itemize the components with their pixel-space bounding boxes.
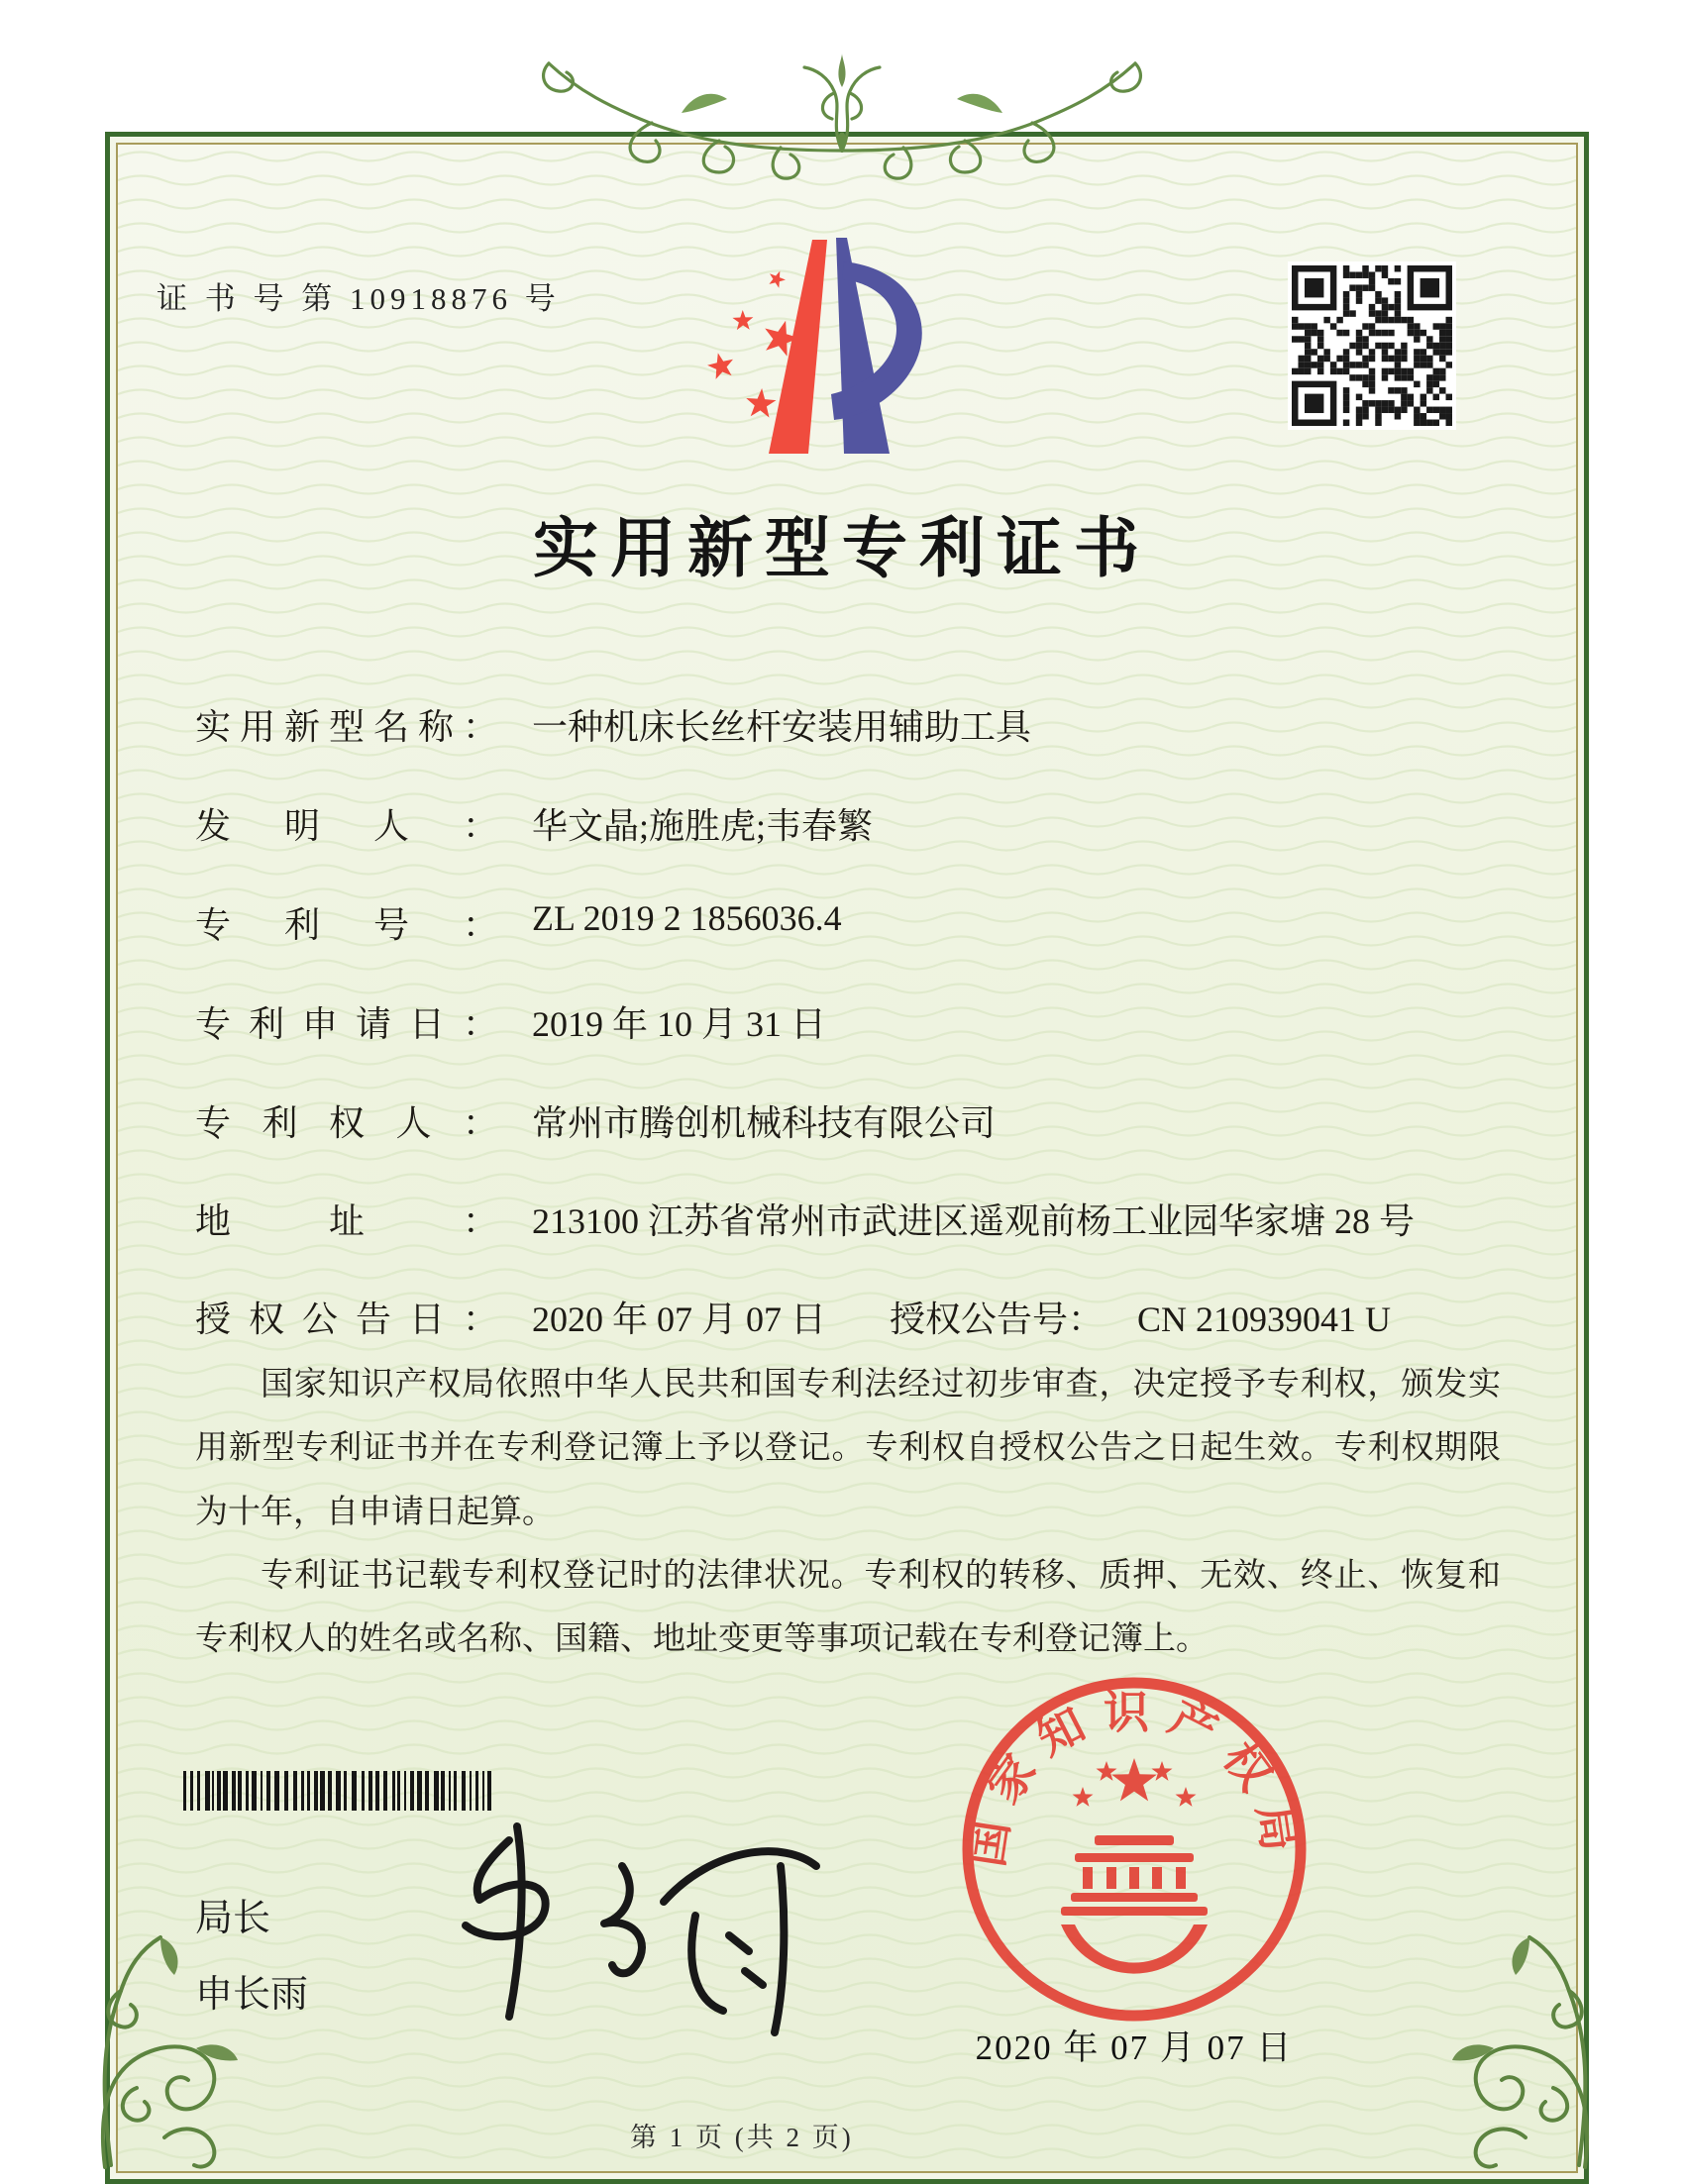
field-value: CN 210939041 U bbox=[1137, 1300, 1392, 1339]
director-title: 局长 bbox=[195, 1898, 271, 1939]
field-label: 授权公告号： bbox=[890, 1300, 1105, 1339]
certificate-number: 证 书 号 第 10918876 号 bbox=[157, 281, 561, 316]
qr-code-icon bbox=[1288, 261, 1456, 430]
field-row-filing-date bbox=[195, 996, 826, 1047]
field-row-inventors bbox=[195, 798, 873, 849]
field-value: ZL 2019 2 1856036.4 bbox=[532, 898, 842, 938]
field-value: 常州市腾创机械科技有限公司 bbox=[532, 1103, 997, 1143]
field-label: 专利号： bbox=[195, 905, 498, 945]
legal-paragraph-2: 专利证书记载专利权登记时的法律状况。专利权的转移、质押、无效、终止、恢复和专利权人的姓名或名称、国籍、地址变更等事项记载在专利登记簿上。 bbox=[195, 1558, 1501, 1658]
field-value: 2019 年 10 月 31 日 bbox=[532, 1004, 827, 1044]
field-label: 专利申请日： bbox=[195, 1004, 498, 1044]
field-label: 实用新型名称： bbox=[195, 707, 498, 747]
certificate-title: 实用新型专利证书 bbox=[533, 513, 1151, 585]
seal-text: 国家知识产权局 bbox=[961, 1687, 1308, 1870]
legal-text-block bbox=[195, 1353, 1501, 1672]
field-label: 地址： bbox=[195, 1201, 498, 1241]
field-label: 发明人： bbox=[195, 806, 498, 846]
field-value: 华文晶;施胜虎;韦春繁 bbox=[532, 806, 874, 846]
field-row-grant bbox=[195, 1292, 1391, 1342]
page-number-footer: 第 1 页 (共 2 页) bbox=[630, 2123, 854, 2152]
field-row-name bbox=[195, 699, 1031, 750]
red-official-seal-icon bbox=[953, 1668, 1316, 2030]
seal-date: 2020 年 07 月 07 日 bbox=[975, 2028, 1294, 2067]
legal-paragraph-1: 国家知识产权局依照中华人民共和国专利法经过初步审查，决定授予专利权，颁发实用新型专利证书并在专利登记簿上予以登记。专利权自授权公告之日起生效。专利权期限为十年，自申请日起算。 bbox=[195, 1367, 1501, 1530]
field-value: 2020 年 07 月 07 日 bbox=[532, 1300, 827, 1339]
field-label: 授权公告日： bbox=[195, 1300, 498, 1339]
director-name: 申长雨 bbox=[195, 1974, 309, 2016]
field-row-patent-number bbox=[195, 897, 842, 948]
cnipa-logo-icon bbox=[685, 228, 951, 469]
field-label: 专利权人： bbox=[195, 1103, 498, 1143]
bottom-right-flourish-ornament bbox=[1365, 1929, 1613, 2173]
top-center-flourish-ornament bbox=[533, 52, 1151, 200]
field-row-address bbox=[195, 1194, 1415, 1244]
field-value: 一种机床长丝杆安装用辅助工具 bbox=[532, 707, 1032, 747]
field-row-patentee bbox=[195, 1095, 996, 1146]
field-value: 213100 江苏省常州市武进区遥观前杨工业园华家塘 28 号 bbox=[532, 1201, 1416, 1241]
handwritten-signature-icon bbox=[368, 1805, 834, 2054]
